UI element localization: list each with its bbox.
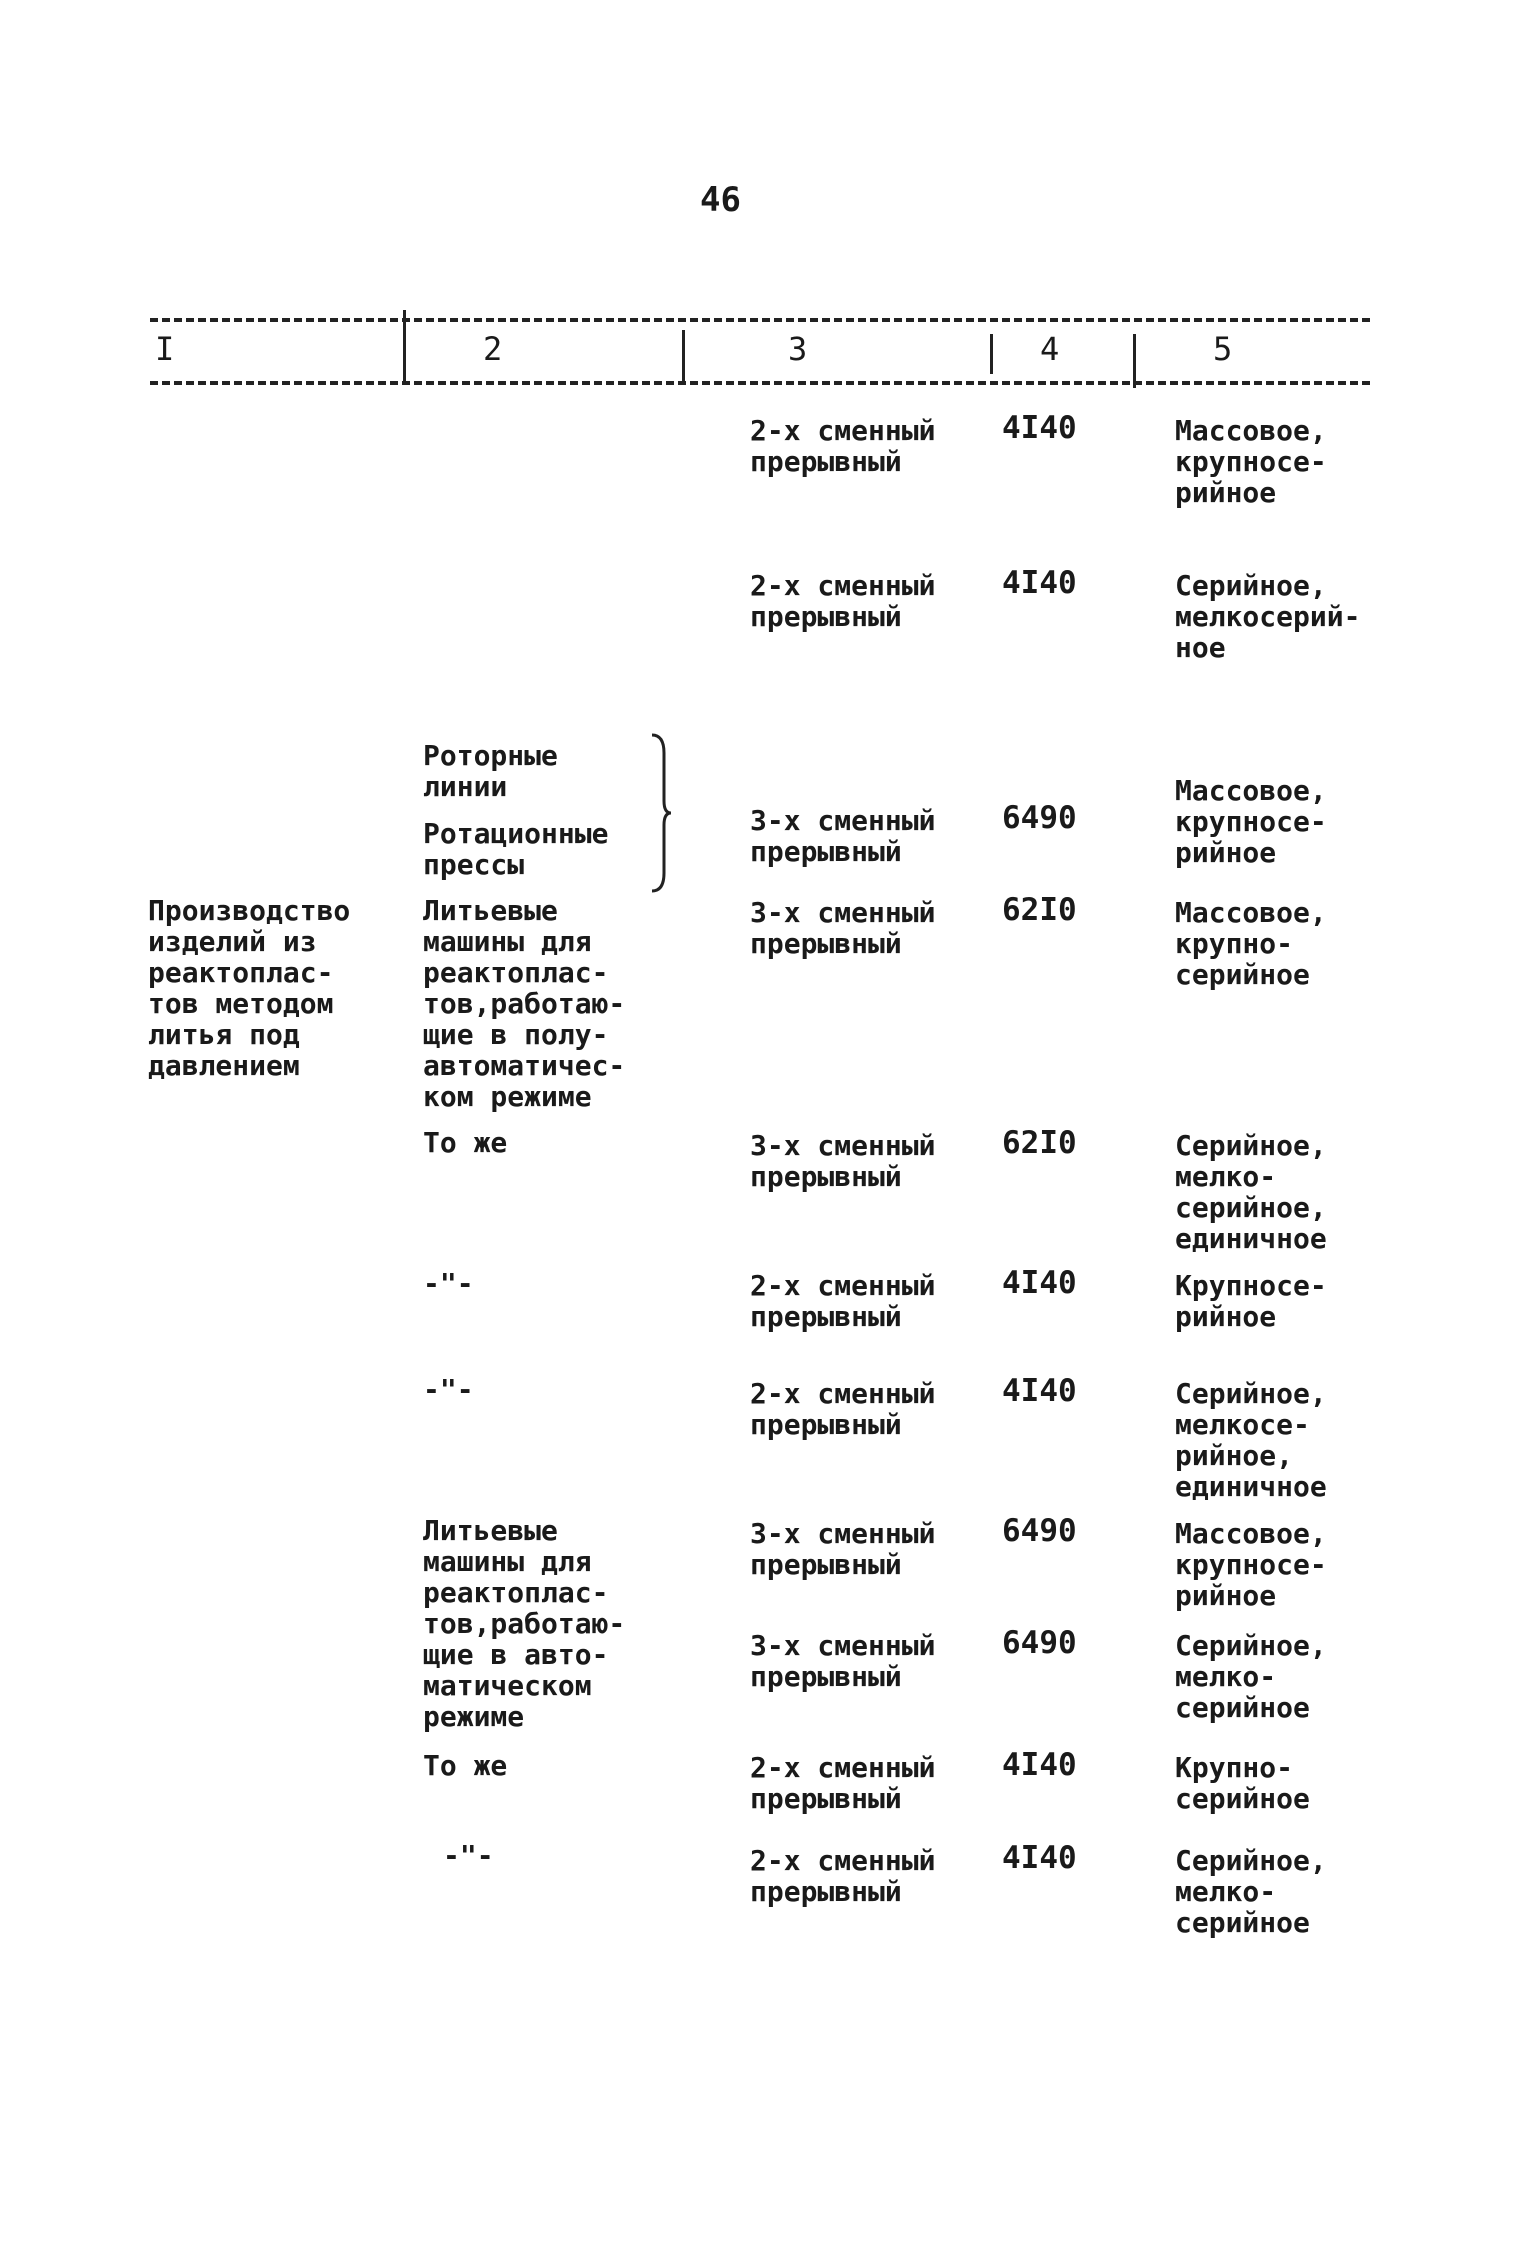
equipment-same-1: То же <box>423 1126 508 1159</box>
column-separator <box>1133 334 1136 388</box>
header-col-5: 5 <box>1213 330 1233 368</box>
shift-mode: 3-х сменный прерывный <box>750 804 936 868</box>
shift-mode: 3-х сменный прерывный <box>750 1629 936 1693</box>
equipment-same-2: То же <box>423 1749 508 1782</box>
header-col-1: I <box>155 330 175 368</box>
production-type: Серийное, мелкосе- рийное, единичное <box>1175 1377 1327 1503</box>
norm-value: 6490 <box>1002 1625 1077 1661</box>
shift-mode: 3-х сменный прерывный <box>750 896 936 960</box>
norm-value: 4I40 <box>1002 1373 1077 1409</box>
equipment-ditto-1: -"- <box>423 1267 474 1300</box>
grouping-brace <box>650 733 672 893</box>
norm-value: 6490 <box>1002 1513 1077 1549</box>
norm-value: 4I40 <box>1002 1747 1077 1783</box>
table-top-rule <box>150 318 1370 322</box>
column-separator <box>682 330 685 384</box>
page-number: 46 <box>700 180 741 220</box>
column-separator <box>990 334 993 374</box>
shift-mode: 3-х сменный прерывный <box>750 1129 936 1193</box>
production-type: Массовое, крупносе- рийное <box>1175 774 1327 869</box>
norm-value: 4I40 <box>1002 1840 1077 1876</box>
production-type: Массовое, крупносе- рийное <box>1175 414 1327 509</box>
production-type: Серийное, мелкосерий- ное <box>1175 569 1361 664</box>
production-type: Массовое, крупно- серийное <box>1175 896 1327 991</box>
norm-value: 6490 <box>1002 800 1077 836</box>
shift-mode: 2-х сменный прерывный <box>750 1751 936 1815</box>
shift-mode: 2-х сменный прерывный <box>750 414 936 478</box>
shift-mode: 2-х сменный прерывный <box>750 1269 936 1333</box>
equipment-rotary-lines: Роторные линии <box>423 739 558 803</box>
column-separator <box>403 310 406 384</box>
header-col-2: 2 <box>483 330 503 368</box>
shift-mode: 3-х сменный прерывный <box>750 1517 936 1581</box>
process-group-label: Производство изделий из реактоплас- тов методом литья под давлением <box>148 894 351 1082</box>
header-col-4: 4 <box>1040 330 1060 368</box>
equipment-ditto-3: -"- <box>443 1839 494 1872</box>
equipment-rotation-presses: Ротационные прессы <box>423 817 609 881</box>
norm-value: 4I40 <box>1002 565 1077 601</box>
equipment-semi-auto-casting: Литьевые машины для реактоплас- тов,работаю- щие в полу- автоматичес- ком режиме <box>423 894 626 1113</box>
production-type: Крупно- серийное <box>1175 1751 1310 1815</box>
production-type: Массовое, крупносе- рийное <box>1175 1517 1327 1612</box>
production-type: Крупносе- рийное <box>1175 1269 1327 1333</box>
equipment-ditto-2: -"- <box>423 1373 474 1406</box>
production-type: Серийное, мелко- серийное, единичное <box>1175 1129 1327 1255</box>
shift-mode: 2-х сменный прерывный <box>750 1377 936 1441</box>
equipment-auto-casting: Литьевые машины для реактоплас- тов,работаю- щие в авто- матическом режиме <box>423 1514 626 1733</box>
header-col-3: 3 <box>788 330 808 368</box>
table-header-bottom-rule <box>150 381 1370 385</box>
production-type: Серийное, мелко- серийное <box>1175 1844 1327 1939</box>
production-type: Серийное, мелко- серийное <box>1175 1629 1327 1724</box>
shift-mode: 2-х сменный прерывный <box>750 1844 936 1908</box>
shift-mode: 2-х сменный прерывный <box>750 569 936 633</box>
norm-value: 4I40 <box>1002 1265 1077 1301</box>
norm-value: 62I0 <box>1002 1125 1077 1161</box>
norm-value: 4I40 <box>1002 410 1077 446</box>
norm-value: 62I0 <box>1002 892 1077 928</box>
